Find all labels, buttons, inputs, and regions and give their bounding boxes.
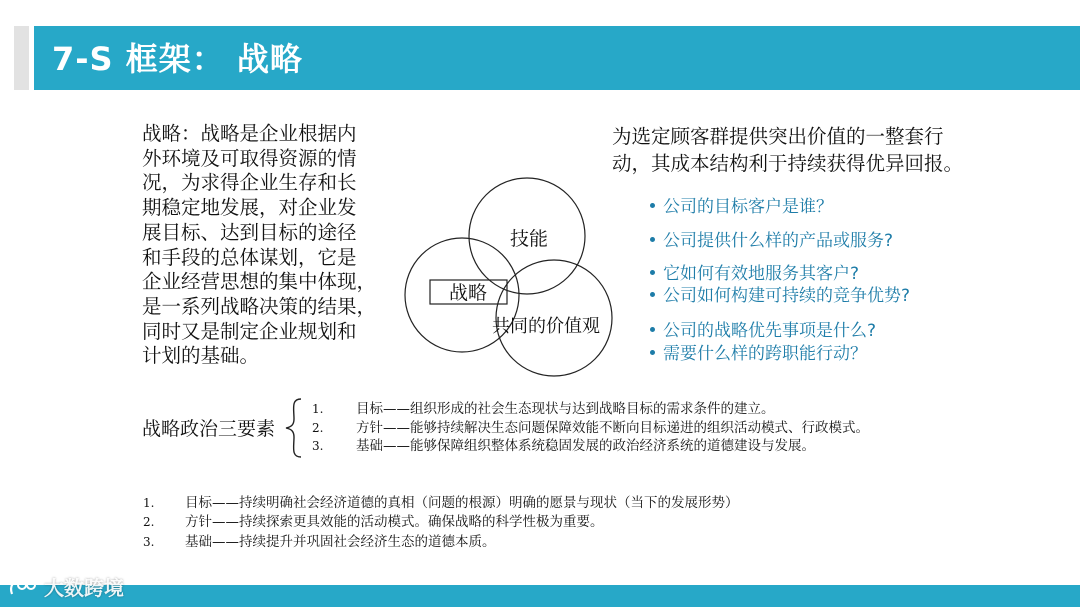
list-item [312, 400, 775, 418]
item-number: 3. [312, 439, 324, 453]
strategy-summary [612, 123, 992, 177]
question-text: 公司提供什么样的产品或服务? [663, 231, 894, 251]
list-item [650, 192, 833, 217]
item-number: 2. [143, 515, 155, 529]
definition-line: 企业经营思想的集中体现， [142, 270, 377, 294]
list-item [143, 513, 604, 531]
definition-line: 战略：战略是企业根据内 [142, 122, 357, 145]
item-text: 基础——持续提升并巩固社会经济生态的道德本质。 [185, 534, 496, 550]
item-text: 基础——能够保障组织整体系统稳固发展的政治经济系统的道德建设与发展。 [356, 438, 815, 454]
bullet-dot-icon [650, 350, 655, 355]
definition-line: 况，为求得企业生存和长 [142, 171, 357, 195]
list-item [650, 316, 876, 341]
definition-line: 外环境及可取得资源的情 [142, 146, 357, 170]
strategy-definition [142, 122, 392, 369]
item-text: 方针——能够持续解决生态问题保障效能不断向目标递进的组织活动模式、行政模式。 [356, 420, 869, 436]
curly-brace-icon [283, 397, 305, 459]
shared-values-label: 共同的价值观 [492, 316, 600, 337]
title-bar [34, 26, 1080, 90]
bullet-dot-icon [650, 292, 655, 297]
definition-line: 计划的基础。 [142, 344, 260, 368]
list-item [143, 494, 739, 512]
bullet-dot-icon [650, 237, 655, 242]
watermark [8, 572, 124, 601]
venn-diagram [380, 148, 640, 378]
item-number: 1. [143, 496, 155, 510]
item-number: 2. [312, 421, 324, 435]
definition-line: 同时又是制定企业规划和 [142, 319, 357, 343]
definition-line: 期稳定地发展，对企业发 [142, 196, 357, 220]
question-text: 公司如何构建可持续的竞争优势? [663, 286, 911, 306]
question-text: 公司的目标客户是谁？ [663, 197, 833, 217]
watermark-logo-icon [8, 576, 38, 598]
definition-line: 是一系列战略决策的结果， [142, 294, 377, 318]
list-item [650, 281, 910, 306]
question-text: 它如何有效地服务其客户? [663, 264, 860, 284]
question-text: 需要什么样的跨职能行动？ [663, 344, 867, 364]
summary-line: 动，其成本结构利于持续获得优异回报。 [612, 152, 964, 175]
list-item [312, 437, 815, 455]
list-item [143, 533, 496, 551]
item-text: 方针——持续探索更具效能的活动模式。确保战略的科学性极为重要。 [185, 514, 604, 530]
item-text: 目标——组织形成的社会生态现状与达到战略目标的需求条件的建立。 [356, 401, 775, 417]
item-number: 1. [312, 402, 324, 416]
list-item [650, 226, 893, 251]
skills-label: 技能 [509, 228, 549, 250]
question-text: 公司的战略优先事项是什么? [663, 321, 877, 341]
list-item [312, 419, 869, 437]
definition-line: 和手段的总体谋划，它是 [142, 245, 357, 269]
watermark-text: 大数跨境 [44, 576, 124, 600]
footer-bar [0, 585, 1080, 607]
summary-line: 为选定顾客群提供突出价值的一整套行 [612, 125, 944, 148]
page-title: 7-S 框架： 战略 [52, 40, 303, 78]
three-elements-label: 战略政治三要素 [142, 418, 276, 440]
bullet-dot-icon [650, 203, 655, 208]
strategy-label: 战略 [448, 282, 488, 304]
title-accent-block [14, 26, 29, 90]
item-number: 3. [143, 535, 155, 549]
item-text: 目标——持续明确社会经济道德的真相（问题的根源）明确的愿景与现状（当下的发展形势） [185, 495, 739, 511]
bullet-dot-icon [650, 327, 655, 332]
definition-line: 展目标、达到目标的途径 [142, 220, 357, 244]
list-item [650, 339, 867, 364]
bullet-dot-icon [650, 270, 655, 275]
